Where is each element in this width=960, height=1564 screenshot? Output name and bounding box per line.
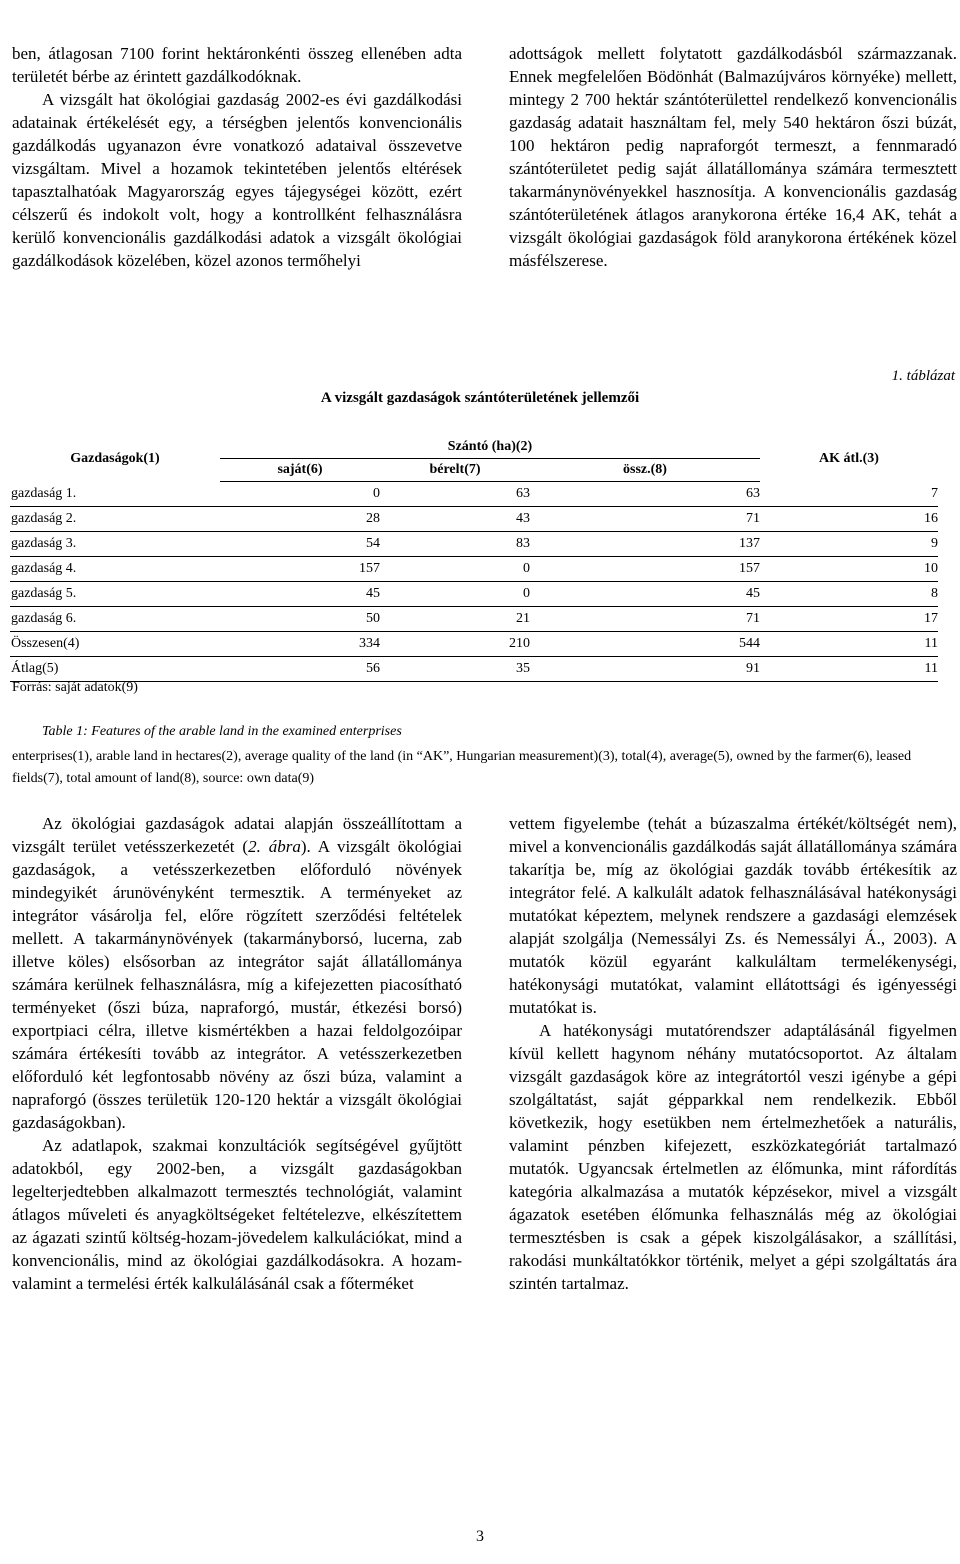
total-cell: 45 [746, 586, 760, 601]
total-cell: 137 [739, 536, 760, 551]
header-owned: saját(6) [220, 459, 380, 482]
ak-cell: 17 [924, 611, 938, 626]
paragraph: vettem figyelembe (tehát a búzaszalma értékét/költségét nem), mivel a konvencionális gazdálkodás saját állatállománya számára takarítja be, míg az ökológiai gazdák tovább értékesítik az integrátor felé. A kalkulált adatok felhasználásával hatékonysági mutatókat képeztem, melynek rendszere a gazdasági elemzések alapját szolgálja (Nemessályi Zs. és Nemessályi Á., 2003). A mutatók közül egyaránt kalkuláltam termelékenységi, hatékonysági mutatókat, valamint ellátottsági és igényességi mutatókat is. [509, 814, 957, 1017]
farm-name-cell: gazdaság 5. [11, 586, 77, 601]
ak-cell: 10 [924, 561, 938, 576]
owned-cell: 56 [366, 661, 380, 676]
paragraph-text: ). A vizsgált ökológiai gazdaságok, a vetésszerkezetben előforduló növények mindegyikét árunövényként termesztik. A terményeket az integrátor vásárolja fel, előre rögzített szerződési feltételek mellett. A takarmánynövények (takarmányborsó, lucerna, zab illetve köles) elsősorban az integrátor saját állatállománya számára kerülnek felhasználásra, míg a kifejezetten piacosítható terményeket (őszi búza, napraforgó, mustár, étkezési borsó) exportpiaci célra, illetve kismértékben a hazai feldolgozóipar számára értékesíti tovább az integrátor. A vetésszerkezetben előforduló két legfontosabb növény az őszi búza, valamint a napraforgó (összes területük 120-120 hektár a vizsgált ökológiai gazdaságokban). [12, 837, 463, 1132]
table-row [10, 507, 938, 532]
owned-cell: 50 [366, 611, 380, 626]
table-row-average [10, 657, 938, 682]
leased-cell: 43 [516, 511, 530, 526]
total-cell: 91 [746, 661, 760, 676]
header-leased: bérelt(7) [380, 459, 530, 482]
header-arable: Szántó (ha)(2) [447, 439, 533, 454]
paragraph: Az adatlapok, szakmai konzultációk segítségével gyűjtött adatokból, egy 2002-ben, a vizsgált gazdaságokban legelterjedtebben alkalmazott termesztés technológiát, valamint átlagos műveleti és anyagköltségeket feltételezve, elkészítettem az ágazati szintű költség-hozam-jövedelem kalkulációkat, mind a konvencionális, mind az ökológiai gazdálkodásokra. A hozam- valamint a termelési érték kalkulálásánál csak a főterméket [12, 1136, 462, 1293]
table-row [10, 582, 938, 607]
farm-name-cell: gazdaság 3. [11, 536, 77, 551]
paragraph-text: Az ökológiai gazdaságok adatai alapján összeállítottam a vizsgált terület vetésszerkezetét ( [12, 814, 462, 856]
table-legend-english: enterprises(1), arable land in hectares(2), average quality of the land (in “AK”, Hungarian measurement)(3), total(4), average(5), owned by the farmer(6), leased fields(7), total amount of land(8), source: own data(9) [12, 749, 912, 786]
table-row [10, 607, 938, 632]
text-column-bottom-left [12, 812, 462, 1295]
leased-cell: 21 [516, 611, 530, 626]
leased-cell: 0 [523, 561, 530, 576]
table-row-total [10, 632, 938, 657]
paragraph: ben, átlagosan 7100 forint hektáronkénti összeg ellenében adta területét bérbe az érintett gazdálkodóknak. [12, 44, 462, 86]
table-row [10, 532, 938, 557]
owned-cell: 334 [359, 636, 380, 651]
ak-cell: 9 [931, 536, 938, 551]
farm-name-cell: gazdaság 6. [11, 611, 77, 626]
table-title: A vizsgált gazdaságok szántóterületének jellemzői [320, 390, 640, 406]
total-cell: 71 [746, 511, 760, 526]
ak-cell: 16 [924, 511, 938, 526]
ak-cell: 7 [931, 485, 938, 501]
total-cell: 71 [746, 611, 760, 626]
ak-cell: 8 [931, 586, 938, 601]
owned-cell: 45 [366, 586, 380, 601]
table-number-label: 1. táblázat [891, 368, 955, 384]
header-ak: AK átl.(3) [819, 450, 879, 466]
table-row [10, 557, 938, 582]
ak-cell: 11 [924, 661, 938, 676]
table-caption-english: Table 1: Features of the arable land in the examined enterprises [42, 724, 402, 739]
owned-cell: 28 [366, 511, 380, 526]
leased-cell: 210 [509, 636, 530, 651]
leased-cell: 0 [523, 586, 530, 601]
table-source: Forrás: saját adatok(9) [12, 680, 138, 695]
paragraph: A hatékonysági mutatórendszer adaptálásánál figyelmen kívül kellett hagynom néhány mutatócsoportot. Az általam vizsgált gazdaságok köre az integrátortól veszi igénybe a gépi szolgáltatást, saját gépparkkal nem rendelkezik. Ebből következik, hogy esetükben nem értelmezhetőek a naturális, valamint pénzben kifejezett, eszközkategóriát tartalmazó mutatók. Ugyancsak értelmetlen az élőmunka, mint ráfordítás kategória alkalmazása a mutatók képzésekor, mivel a vizsgált ágazatok esetében élőmunka felhasználás még az ökológiai termesztésben is csak a gépek kiszolgálásakor, a szállítási, rakodási munkáltatókkor történik, melyet a gépi szolgáltatás ára szintén tartalmaz. [509, 1021, 957, 1293]
text-column-bottom-right [509, 812, 957, 1295]
header-farms: Gazdaságok(1) [70, 450, 160, 466]
text-column-top-right [509, 42, 957, 272]
header-total: össz.(8) [530, 459, 760, 482]
owned-cell: 157 [359, 561, 380, 576]
farm-name-cell: gazdaság 4. [11, 561, 77, 576]
farm-name-cell: Átlag(5) [11, 661, 59, 676]
owned-cell: 0 [373, 486, 380, 501]
arable-land-table [10, 436, 938, 682]
owned-cell: 54 [366, 536, 380, 551]
paragraph: A vizsgált hat ökológiai gazdaság 2002-es évi gazdálkodási adatainak értékelését egy, a térségben jelentős konvencionális gazdálkodás ugyanazon évre vonatkozó adataival összevetve vizsgáltam. Mivel a hozamok tekintetében jelentős eltérések tapasztalhatóak Magyarország egyes tájegységei között, ezért célszerű és indokolt volt, hogy a kontrollként felhasználásra kerülő konvencionális gazdálkodási adatok a vizsgált ökológiai gazdálkodások közelében, közel azonos termőhelyi [12, 90, 462, 270]
total-cell: 157 [739, 561, 760, 576]
paragraph: adottságok mellett folytatott gazdálkodásból származzanak. Ennek megfelelően Bödönhát (Balmazújváros környéke) mellett, mintegy 2 700 hektár szántóterülettel rendelkező konvencionális gazdaság adatait használtam fel, mely 540 hektáron őszi búzát, 100 hektáron pedig napraforgót termeszt, a fennmaradó szántóterületet pedig saját állatállománya számára termesztett takarmánynövényekkel hasznosítja. A konvencionális gazdaság szántóterületének átlagos aranykorona értéke 16,4 AK, tehát a vizsgált ökológiai gazdaságok föld aranykorona értékének közel másfélszerese. [509, 44, 957, 270]
text-column-top-left [12, 42, 462, 272]
leased-cell: 63 [516, 486, 530, 501]
leased-cell: 35 [516, 661, 530, 676]
paragraph [12, 812, 462, 1134]
leased-cell: 83 [516, 536, 530, 551]
farm-name-cell: gazdaság 1. [11, 485, 77, 501]
farm-name-cell: gazdaság 2. [11, 511, 77, 526]
figure-reference: 2. ábra [248, 837, 301, 856]
ak-cell: 11 [924, 636, 938, 651]
farm-name-cell: Összesen(4) [11, 636, 80, 651]
table-row [10, 482, 938, 507]
page-number: 3 [476, 1528, 484, 1545]
total-cell: 63 [746, 486, 760, 501]
total-cell: 544 [739, 636, 760, 651]
